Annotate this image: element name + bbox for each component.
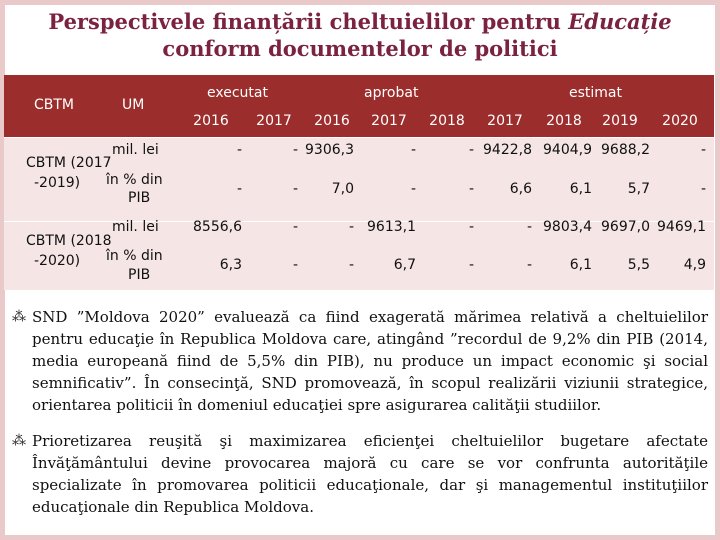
group-label-1-line2: -2019)	[34, 175, 81, 191]
bullet-item	[12, 306, 708, 416]
table-cell: 6,7	[393, 257, 416, 273]
header-year-0: 2016	[193, 113, 229, 129]
um-label: mil. lei	[112, 142, 159, 158]
table-cell: -	[468, 219, 474, 235]
title-line-1-text: Perspectivele finanțării cheltuielilor pentru	[48, 9, 569, 34]
table-cell: -	[468, 181, 474, 197]
table-cell: 6,3	[219, 257, 242, 273]
table-cell: -	[292, 181, 298, 197]
table-cell: 6,1	[569, 257, 592, 273]
title-emphasis: Educație	[568, 9, 672, 34]
header-aprobat: aprobat	[364, 85, 419, 101]
table-cell: -	[526, 257, 532, 273]
header-um: UM	[122, 97, 145, 113]
group-label-2-line2: -2020)	[34, 253, 81, 269]
title-line-2: conform documentelor de politici	[162, 36, 558, 61]
table-cell: -	[526, 219, 532, 235]
table-cell: 5,5	[627, 257, 650, 273]
table-cell: 9803,4	[543, 219, 592, 235]
row-separator	[4, 137, 714, 138]
um-label: în % din	[106, 248, 163, 264]
group-label-2-line1: CBTM (2018	[26, 233, 112, 249]
table-cell: -	[292, 257, 298, 273]
header-year-4: 2018	[429, 113, 465, 129]
table-cell: -	[236, 181, 242, 197]
header-year-7: 2019	[602, 113, 638, 129]
slide-title	[0, 8, 720, 62]
um-label: PIB	[128, 267, 151, 283]
table-cell: -	[348, 257, 354, 273]
financing-table	[4, 75, 714, 290]
table-cell: 6,6	[509, 181, 532, 197]
table-cell: -	[468, 142, 474, 158]
header-year-2: 2016	[314, 113, 350, 129]
table-cell: 6,1	[569, 181, 592, 197]
header-cbtm: CBTM	[34, 97, 75, 113]
bullet-list	[12, 306, 708, 532]
group-label-1-line1: CBTM (2017	[26, 155, 112, 171]
header-executat: executat	[207, 85, 268, 101]
table-cell: 8556,6	[193, 219, 242, 235]
um-label: PIB	[128, 190, 151, 206]
table-cell: 9613,1	[367, 219, 416, 235]
header-year-5: 2017	[487, 113, 523, 129]
bullet-item	[12, 430, 708, 518]
table-cell: -	[700, 181, 706, 197]
table-cell: 5,7	[627, 181, 650, 197]
table-cell: -	[292, 142, 298, 158]
table-cell: -	[292, 219, 298, 235]
table-cell: -	[410, 142, 416, 158]
header-year-8: 2020	[662, 113, 698, 129]
header-estimat: estimat	[569, 85, 622, 101]
bullet-text: SND ”Moldova 2020” evaluează ca fiind exagerată mărimea relativă a cheltuielilor pentru educaţie în Republica Moldova care, atingând ”recordul de 9,2% din PIB (2014, media europeană fiind de 5,5% din PIB), nu produce un impact economic şi social semnificativ”. În consecinţă, SND promovează, în scopul realizării viziunii strategice, orientarea politicii în domeniul educaţiei spre asigurarea calităţii studiilor.	[32, 308, 708, 414]
table-cell: -	[410, 181, 416, 197]
table-cell: 9422,8	[483, 142, 532, 158]
table-cell: 9404,9	[543, 142, 592, 158]
table-cell: 7,0	[331, 181, 354, 197]
header-year-1: 2017	[256, 113, 292, 129]
table-cell: -	[236, 142, 242, 158]
table-cell: 4,9	[683, 257, 706, 273]
table-cell: 9697,0	[601, 219, 650, 235]
table-cell: -	[348, 219, 354, 235]
table-cell: -	[700, 142, 706, 158]
table-cell: -	[468, 257, 474, 273]
table-cell: 9469,1	[657, 219, 706, 235]
table-cell: 9306,3	[305, 142, 354, 158]
bullet-text: Prioretizarea reuşită şi maximizarea eficienţei cheltuielilor bugetare afectate Învăţământului devine provocarea majoră cu care se vor confrunta autorităţile specializate în promovarea politicii educaţionale, dar şi managementul instituţiilor educaţionale din Republica Moldova.	[32, 432, 708, 516]
table-cell: 9688,2	[601, 142, 650, 158]
title-line-1	[0, 8, 720, 35]
header-year-6: 2018	[546, 113, 582, 129]
um-label: mil. lei	[112, 219, 159, 235]
um-label: în % din	[106, 172, 163, 188]
bullet-marker-icon: ⁂	[12, 433, 26, 449]
header-year-3: 2017	[371, 113, 407, 129]
bullet-marker-icon: ⁂	[12, 309, 26, 325]
